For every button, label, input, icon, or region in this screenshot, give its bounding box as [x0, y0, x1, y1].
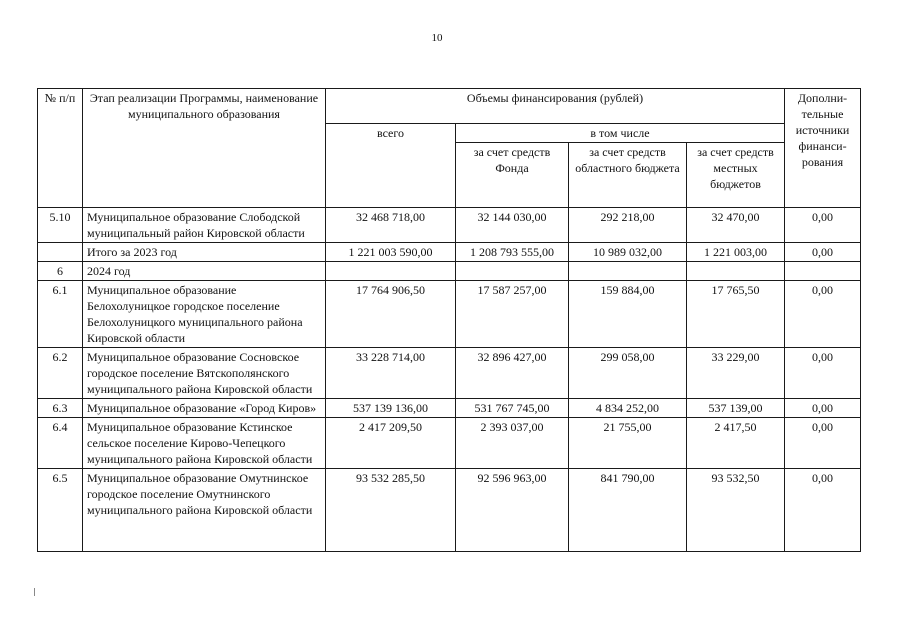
row-fund: 32 144 030,00 [456, 208, 569, 243]
header-extra: Дополни-тельные источники финанси-рования [785, 89, 861, 208]
header-regional: за счет средств областного бюджета [569, 143, 687, 208]
row-fund: 92 596 963,00 [456, 469, 569, 552]
row-num: 6.5 [38, 469, 83, 552]
row-regional: 299 058,00 [569, 348, 687, 399]
row-name: Итого за 2023 год [83, 243, 326, 262]
row-extra: 0,00 [785, 208, 861, 243]
row-extra: 0,00 [785, 281, 861, 348]
row-regional: 159 884,00 [569, 281, 687, 348]
row-name: Муниципальное образование Кстинское сельское поселение Кирово-Чепецкого муниципального района Кировской области [83, 418, 326, 469]
table-row [38, 208, 861, 243]
row-total: 17 764 906,50 [326, 281, 456, 348]
row-local: 2 417,50 [687, 418, 785, 469]
row-total: 32 468 718,00 [326, 208, 456, 243]
row-local: 93 532,50 [687, 469, 785, 552]
row-name: 2024 год [83, 262, 326, 281]
table-row [38, 399, 861, 418]
row-regional: 21 755,00 [569, 418, 687, 469]
row-total: 33 228 714,00 [326, 348, 456, 399]
row-total: 537 139 136,00 [326, 399, 456, 418]
header-row-1 [38, 89, 861, 124]
section-row [38, 262, 861, 281]
table-row [38, 281, 861, 348]
row-regional: 10 989 032,00 [569, 243, 687, 262]
row-num: 6.1 [38, 281, 83, 348]
row-fund: 17 587 257,00 [456, 281, 569, 348]
row-local [687, 262, 785, 281]
table-row [38, 418, 861, 469]
row-num: 6.4 [38, 418, 83, 469]
row-num: 5.10 [38, 208, 83, 243]
page-number: 10 [431, 32, 443, 44]
row-extra: 0,00 [785, 399, 861, 418]
row-regional: 841 790,00 [569, 469, 687, 552]
row-fund [456, 262, 569, 281]
row-regional: 292 218,00 [569, 208, 687, 243]
financing-table [37, 88, 861, 552]
row-name: Муниципальное образование «Город Киров» [83, 399, 326, 418]
table-row [38, 348, 861, 399]
row-total: 2 417 209,50 [326, 418, 456, 469]
header-local: за счет средств местных бюджетов [687, 143, 785, 208]
row-local: 33 229,00 [687, 348, 785, 399]
row-regional: 4 834 252,00 [569, 399, 687, 418]
row-num [38, 243, 83, 262]
total-row [38, 243, 861, 262]
row-name: Муниципальное образование Слободской муниципальный район Кировской области [83, 208, 326, 243]
row-extra: 0,00 [785, 348, 861, 399]
row-total: 1 221 003 590,00 [326, 243, 456, 262]
row-local: 537 139,00 [687, 399, 785, 418]
row-num: 6.2 [38, 348, 83, 399]
header-volumes: Объемы финансирования (рублей) [326, 89, 785, 124]
row-local: 17 765,50 [687, 281, 785, 348]
row-name: Муниципальное образование Омутнинское городское поселение Омутнинского муниципального района Кировской области [83, 469, 326, 552]
row-fund: 2 393 037,00 [456, 418, 569, 469]
header-num: № п/п [38, 89, 83, 208]
row-total: 93 532 285,50 [326, 469, 456, 552]
row-name: Муниципальное образование Сосновское городское поселение Вятскополянского муниципального района Кировской области [83, 348, 326, 399]
row-extra [785, 262, 861, 281]
row-fund: 32 896 427,00 [456, 348, 569, 399]
row-local: 1 221 003,00 [687, 243, 785, 262]
row-total [326, 262, 456, 281]
row-extra: 0,00 [785, 418, 861, 469]
header-fund: за счет средств Фонда [456, 143, 569, 208]
header-total: всего [326, 124, 456, 208]
row-local: 32 470,00 [687, 208, 785, 243]
header-stage: Этап реализации Программы, наименование муниципального образования [83, 89, 326, 208]
row-regional [569, 262, 687, 281]
row-fund: 531 767 745,00 [456, 399, 569, 418]
table-row [38, 469, 861, 552]
row-extra: 0,00 [785, 469, 861, 552]
row-extra: 0,00 [785, 243, 861, 262]
row-num: 6 [38, 262, 83, 281]
row-num: 6.3 [38, 399, 83, 418]
row-fund: 1 208 793 555,00 [456, 243, 569, 262]
scan-edge-mark [34, 588, 39, 596]
row-name: Муниципальное образование Белохолуницкое городское поселение Белохолуницкого муниципального района Кировской области [83, 281, 326, 348]
header-including: в том числе [456, 124, 785, 143]
